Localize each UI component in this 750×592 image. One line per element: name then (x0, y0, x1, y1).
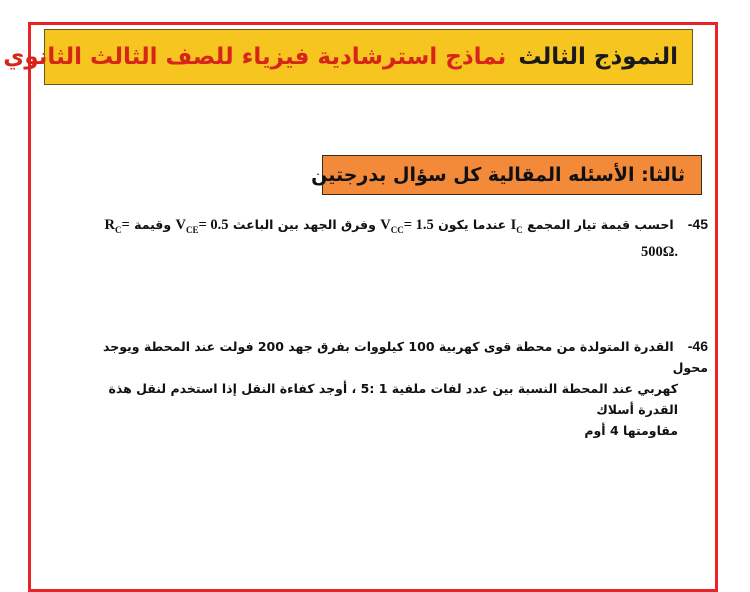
question-45-line-2 (78, 241, 708, 263)
title-banner (3, 29, 693, 85)
question-number: 46- (687, 338, 708, 354)
question-text: مقاومتها 4 أوم (584, 423, 678, 438)
question-number: 45- (687, 216, 708, 232)
question-text: كهربي عند المحطة النسبة بين عدد لفات ملفية 1 :5 ، أوجد كفاءة النقل إذا استخدم لنقل هذة القدرة أسلاك (108, 381, 678, 417)
section-heading (311, 155, 702, 195)
equation-vce: $V_{CE}= 0.5$ (175, 217, 229, 235)
question-46-line-2 (88, 378, 708, 420)
question-45-line-1 (78, 214, 708, 241)
resistance-value: 500Ω. (641, 243, 678, 260)
question-46-line-3 (88, 420, 708, 441)
question-46-line-1 (88, 336, 708, 378)
equation-vcc: $V_{CC}= 1.5$ (380, 217, 434, 235)
question-text: وفرق الجهد بين الباعث (232, 217, 376, 232)
title-prefix: النموذج الثالث (518, 44, 678, 70)
question-text: وقيمة (134, 217, 172, 232)
question-text: احسب قيمة تيار المجمع (527, 217, 674, 232)
page-title: نماذج استرشادية فيزياء للصف الثالث الثانوي (3, 44, 507, 70)
section-title: ثالثا: الأسئله المقالية كل سؤال بدرجتين (311, 164, 685, 186)
question-text: القدرة المتولدة من محطة قوى كهربية 100 كيلووات بفرق جهد 200 فولت عند المحطة ويوجد محول (102, 339, 708, 375)
question-text: عندما يكون (438, 217, 507, 232)
question-45 (78, 214, 708, 263)
page-frame (28, 22, 718, 592)
symbol-ic: $I_C$ (510, 217, 523, 235)
question-46 (88, 336, 708, 441)
equation-rc: $R_C=$ (104, 217, 130, 235)
